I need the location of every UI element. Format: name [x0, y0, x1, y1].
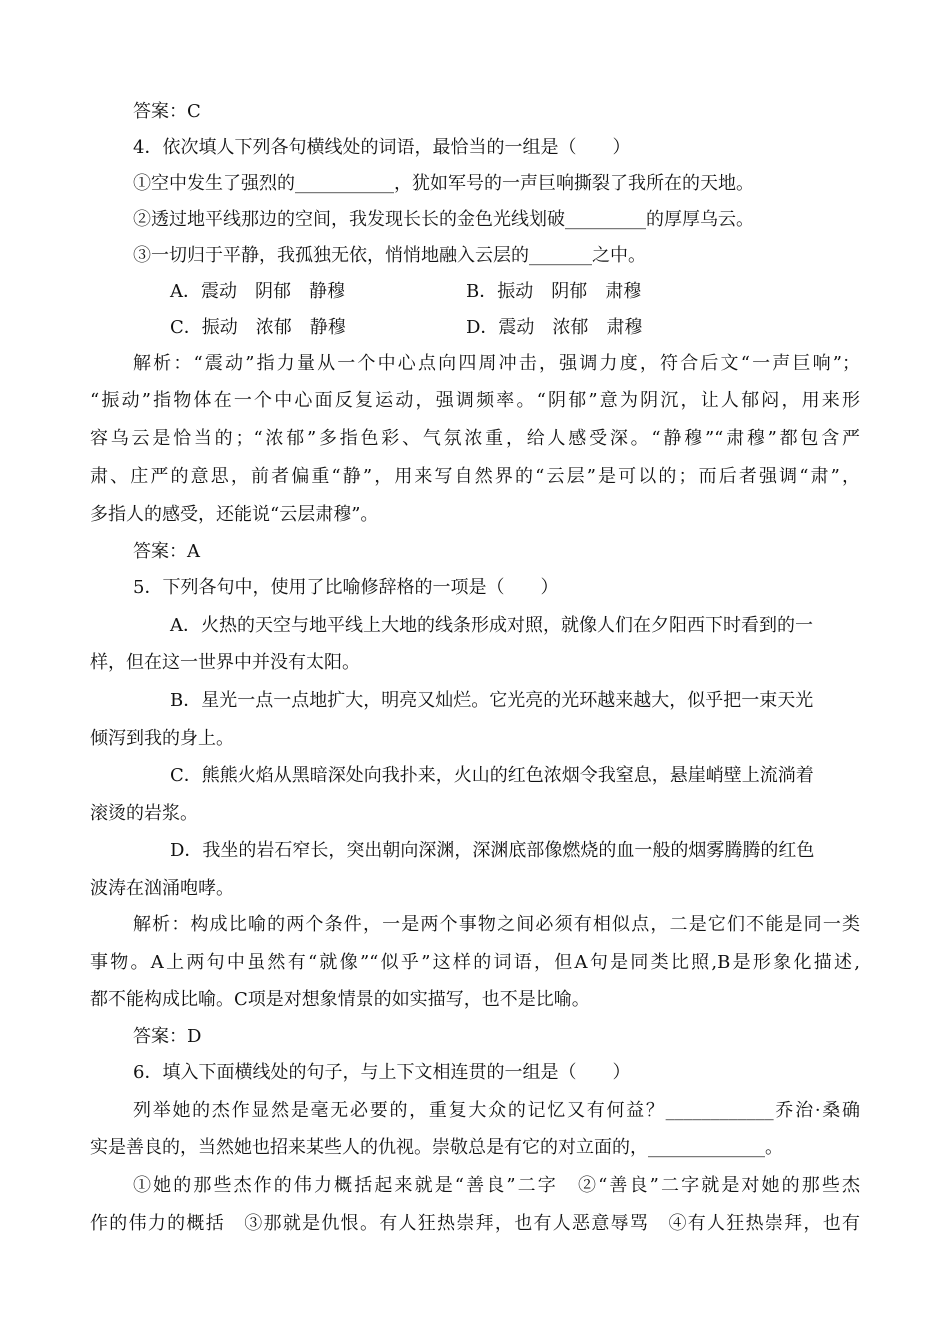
- q5-option-a: A．火热的天空与地平线上大地的线条形成对照，就像人们在夕阳西下时看到的一: [170, 615, 813, 636]
- q4-option-d: D．震动 浓郁 肃穆: [466, 317, 643, 338]
- q4-analysis-line: “振动”指物体在一个中心面反复运动，强调频率。“阴郁”意为阴沉，让人郁闷，用来形: [90, 390, 860, 411]
- q5-stem: 5．下列各句中，使用了比喻修辞格的一项是（ ）: [133, 577, 559, 598]
- q5-option-b: B．星光一点一点地扩大，明亮又灿烂。它光亮的光环越来越大，似乎把一束天光: [170, 690, 814, 711]
- q4-sentence-1: ①空中发生了强烈的___________，犹如军号的一声巨响撕裂了我所在的天地。: [133, 173, 754, 194]
- q5-option-d-cont: 波涛在汹涌咆哮。: [90, 878, 234, 899]
- q4-answer: 答案：A: [133, 541, 200, 562]
- q5-option-b-cont: 倾泻到我的身上。: [90, 728, 234, 749]
- q6-stem: 6．填入下面横线处的句子，与上下文相连贯的一组是（ ）: [133, 1062, 631, 1083]
- q6-passage-line: 列举她的杰作显然是毫无必要的，重复大众的记忆又有何益？____________乔治·桑确: [133, 1100, 860, 1121]
- q5-option-c-cont: 滚烫的岩浆。: [90, 803, 198, 824]
- q4-option-a: A．震动 阴郁 静穆: [170, 281, 345, 302]
- q4-analysis-line: 肃、庄严的意思，前者偏重“静”，用来写自然界的“云层”是可以的；而后者强调“肃”，: [90, 466, 860, 487]
- q5-analysis-line: 都不能构成比喻。C项是对想象情景的如实描写，也不是比喻。: [90, 989, 590, 1010]
- q5-option-d: D．我坐的岩石窄长，突出朝向深渊，深渊底部像燃烧的血一般的烟雾腾腾的红色: [170, 840, 815, 861]
- q5-answer: 答案：D: [133, 1026, 202, 1047]
- q4-sentence-2: ②透过地平线那边的空间，我发现长长的金色光线划破_________的厚厚乌云。: [133, 209, 754, 230]
- q4-option-c: C．振动 浓郁 静穆: [170, 317, 346, 338]
- q4-analysis-line: 容乌云是恰当的；“浓郁”多指色彩、气氛浓重，给人感受深。“静穆”“肃穆”都包含严: [90, 428, 860, 449]
- q5-option-a-cont: 样，但在这一世界中并没有太阳。: [90, 652, 360, 673]
- q4-analysis-line: 多指人的感受，还能说“云层肃穆”。: [90, 504, 379, 525]
- q6-options-line: 作的伟力的概括 ③那就是仇恨。有人狂热崇拜，也有人恶意辱骂 ④有人狂热崇拜，也有: [90, 1213, 860, 1234]
- q4-analysis-line: 解析：“震动”指力量从一个中心点向四周冲击，强调力度，符合后文“一声巨响”；: [133, 353, 860, 374]
- q4-stem: 4．依次填人下列各句横线处的词语，最恰当的一组是（ ）: [133, 137, 631, 158]
- q5-option-c: C．熊熊火焰从黑暗深处向我扑来，火山的红色浓烟令我窒息，悬崖峭壁上流淌着: [170, 765, 814, 786]
- q4-sentence-3: ③一切归于平静，我孤独无依，悄悄地融入云层的_______之中。: [133, 245, 646, 266]
- q5-analysis-line: 事物。A上两句中虽然有“就像”“似乎”这样的词语，但A句是同类比照,B是形象化描述,: [90, 952, 860, 973]
- q6-passage-line: 实是善良的，当然她也招来某些人的仇视。崇敬总是有它的对立面的，_____________。: [90, 1137, 783, 1158]
- q3-answer: 答案：C: [133, 101, 201, 122]
- q6-options-line: ①她的那些杰作的伟力概括起来就是“善良”二字 ②“善良”二字就是对她的那些杰: [133, 1175, 860, 1196]
- q4-option-b: B．振动 阴郁 肃穆: [466, 281, 642, 302]
- q5-analysis-line: 解析：构成比喻的两个条件，一是两个事物之间必须有相似点，二是它们不能是同一类: [133, 914, 860, 935]
